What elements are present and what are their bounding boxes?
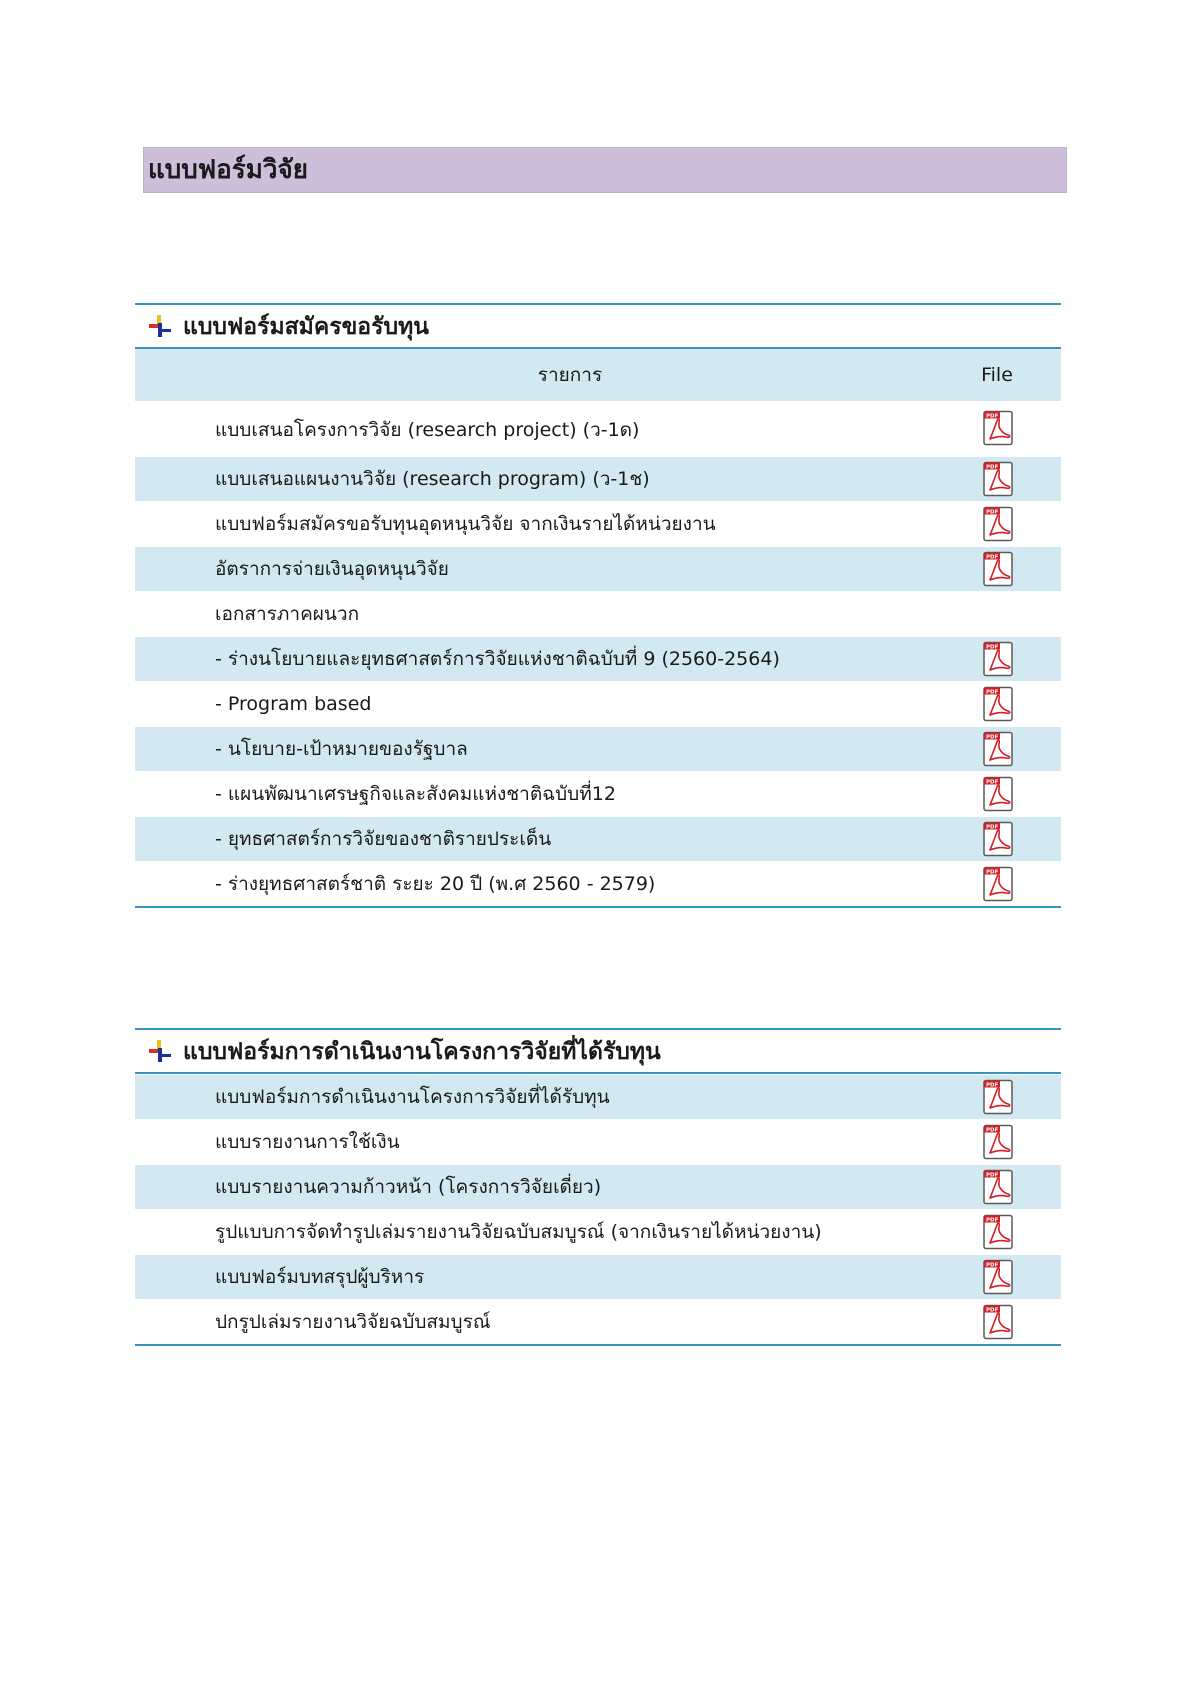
svg-text:PDF: PDF	[986, 413, 999, 420]
table-row	[135, 682, 1061, 726]
svg-text:PDF: PDF	[986, 509, 999, 516]
row-label: แบบรายงานการใช้เงิน	[215, 1131, 400, 1153]
row-label: - ร่างนโยบายและยุทธศาสตร์การวิจัยแห่งชาติฉบับที่ 9 (2560-2564)	[215, 648, 780, 670]
pdf-file-icon[interactable]	[980, 1124, 1016, 1160]
pdf-file-icon[interactable]	[980, 1169, 1016, 1205]
page-title: แบบฟอร์มวิจัย	[148, 155, 308, 185]
svg-text:PDF: PDF	[986, 734, 999, 741]
section-application-forms	[135, 303, 1061, 908]
section2-rows	[135, 1075, 1061, 1344]
row-label: แบบฟอร์มการดำเนินงานโครงการวิจัยที่ได้รับทุน	[215, 1086, 610, 1108]
pdf-file-icon[interactable]	[980, 506, 1016, 542]
pdf-file-icon[interactable]	[980, 641, 1016, 677]
table-row	[135, 1120, 1061, 1164]
table-row	[135, 862, 1061, 906]
svg-text:PDF: PDF	[986, 1217, 999, 1224]
svg-text:PDF: PDF	[986, 1082, 999, 1089]
svg-text:PDF: PDF	[986, 1307, 999, 1314]
section-bottom-rule	[135, 906, 1061, 908]
table-row	[135, 1075, 1061, 1119]
pdf-file-icon[interactable]	[980, 410, 1016, 446]
row-label: - ยุทธศาสตร์การวิจัยของชาติรายประเด็น	[215, 828, 552, 850]
section-title: แบบฟอร์มสมัครขอรับทุน	[183, 314, 429, 340]
row-label: เอกสารภาคผนวก	[215, 603, 360, 625]
table-row	[135, 1300, 1061, 1344]
table-row	[135, 727, 1061, 771]
colored-bullet-icon	[149, 315, 171, 337]
row-label: รูปแบบการจัดทำรูปเล่มรายงานวิจัยฉบับสมบูรณ์ (จากเงินรายได้หน่วยงาน)	[215, 1221, 822, 1243]
section-title: แบบฟอร์มการดำเนินงานโครงการวิจัยที่ได้รับทุน	[183, 1039, 661, 1065]
pdf-file-icon[interactable]	[980, 686, 1016, 722]
svg-text:PDF: PDF	[986, 824, 999, 831]
row-label: แบบรายงานความก้าวหน้า (โครงการวิจัยเดี่ยว)	[215, 1176, 602, 1198]
row-label: ปกรูปเล่มรายงานวิจัยฉบับสมบูรณ์	[215, 1311, 491, 1333]
table-row	[135, 1255, 1061, 1299]
column-header-file: File	[981, 364, 1013, 386]
row-label: - นโยบาย-เป้าหมายของรัฐบาล	[215, 738, 468, 760]
row-label: - Program based	[215, 693, 372, 715]
row-label: - แผนพัฒนาเศรษฐกิจและสังคมแห่งชาติฉบับที่12	[215, 783, 616, 805]
pdf-file-icon[interactable]	[980, 551, 1016, 587]
pdf-file-icon[interactable]	[980, 1259, 1016, 1295]
svg-text:PDF: PDF	[986, 1262, 999, 1269]
svg-text:PDF: PDF	[986, 779, 999, 786]
table-row	[135, 457, 1061, 501]
svg-text:PDF: PDF	[986, 554, 999, 561]
page-title-bar	[143, 147, 1067, 193]
colored-bullet-icon	[149, 1040, 171, 1062]
pdf-file-icon[interactable]	[980, 1079, 1016, 1115]
table-row	[135, 637, 1061, 681]
section-funded-project-forms	[135, 1028, 1061, 1346]
section-header	[135, 303, 1061, 349]
pdf-file-icon[interactable]	[980, 461, 1016, 497]
table-row	[135, 1165, 1061, 1209]
svg-text:PDF: PDF	[986, 869, 999, 876]
row-label: แบบเสนอโครงการวิจัย (research project) (ว-1ด)	[215, 419, 640, 441]
pdf-file-icon[interactable]	[980, 821, 1016, 857]
pdf-file-icon[interactable]	[980, 776, 1016, 812]
table-row	[135, 592, 1061, 636]
row-label: แบบฟอร์มบทสรุปผู้บริหาร	[215, 1266, 425, 1288]
table-row	[135, 1210, 1061, 1254]
section-bottom-rule	[135, 1344, 1061, 1346]
row-label: - ร่างยุทธศาสตร์ชาติ ระยะ 20 ปี (พ.ศ 2560 - 2579)	[215, 873, 656, 895]
table-row	[135, 817, 1061, 861]
svg-text:PDF: PDF	[986, 1127, 999, 1134]
row-label: แบบเสนอแผนงานวิจัย (research program) (ว-1ช)	[215, 468, 650, 490]
section-header	[135, 1028, 1061, 1074]
table-row	[135, 547, 1061, 591]
pdf-file-icon[interactable]	[980, 866, 1016, 902]
table-row	[135, 502, 1061, 546]
table-row	[135, 402, 1061, 456]
svg-text:PDF: PDF	[986, 644, 999, 651]
row-label: อัตราการจ่ายเงินอุดหนุนวิจัย	[215, 558, 449, 580]
table-column-header	[135, 349, 1061, 401]
pdf-file-icon[interactable]	[980, 1214, 1016, 1250]
svg-text:PDF: PDF	[986, 689, 999, 696]
section1-rows	[135, 402, 1061, 906]
svg-text:PDF: PDF	[986, 464, 999, 471]
pdf-file-icon[interactable]	[980, 1304, 1016, 1340]
pdf-file-icon[interactable]	[980, 731, 1016, 767]
svg-text:PDF: PDF	[986, 1172, 999, 1179]
table-row	[135, 772, 1061, 816]
column-header-list: รายการ	[537, 364, 603, 386]
row-label: แบบฟอร์มสมัครขอรับทุนอุดหนุนวิจัย จากเงินรายได้หน่วยงาน	[215, 513, 716, 535]
